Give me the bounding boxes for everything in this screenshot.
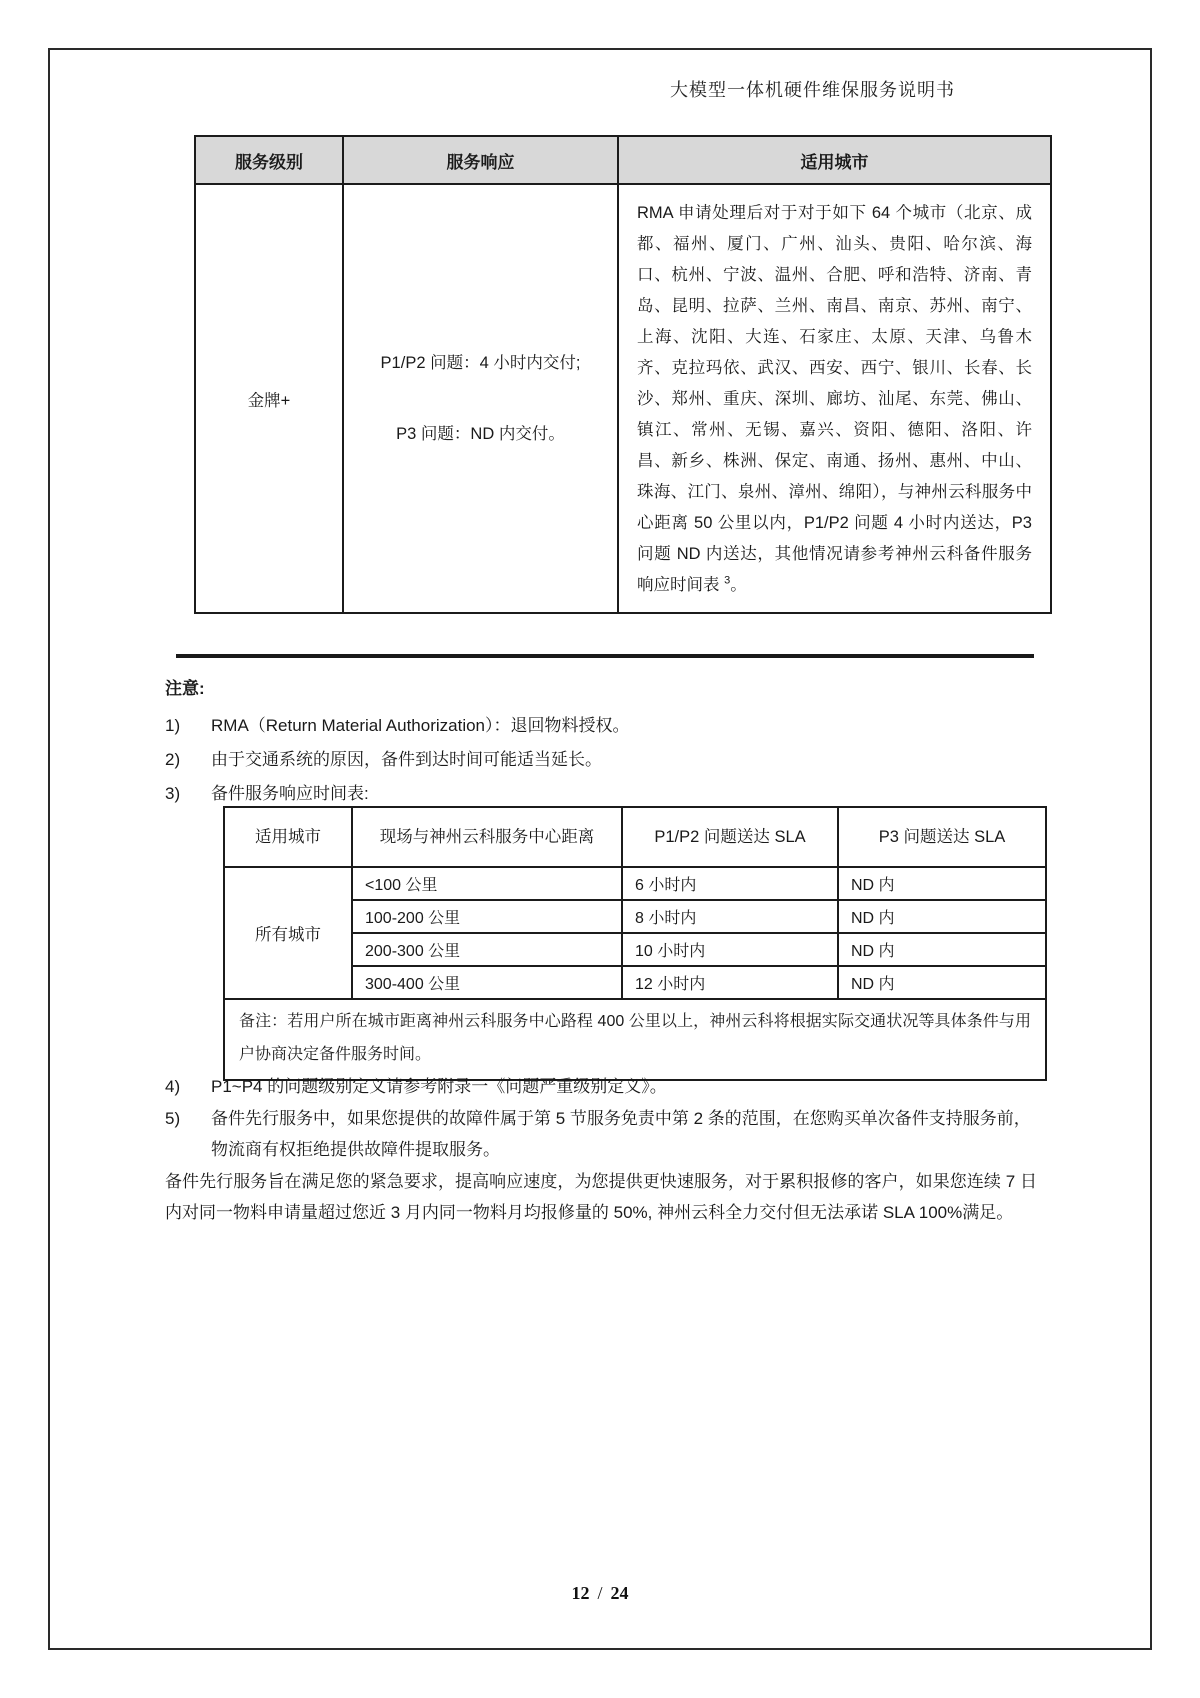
p3-sla-cell: ND 内: [838, 900, 1046, 933]
note-text: P1~P4 的问题级别定义请参考附录一《问题严重级别定义》。: [211, 1077, 667, 1096]
sla-p1p2-header: P1/P2 问题送达 SLA: [622, 807, 838, 867]
note-item-5: [165, 1103, 1043, 1165]
sla-table-header-row: [224, 807, 1046, 867]
cities-text: RMA 申请处理后对于对于如下 64 个城市（北京、成都、福州、厦门、广州、汕头、贵阳、哈尔滨、海口、杭州、宁波、温州、合肥、呼和浩特、济南、青岛、昆明、拉萨、兰州、南昌、南京、苏州、南宁、上海、沈阳、大连、石家庄、太原、天津、乌鲁木齐、克拉玛依、武汉、西安、西宁、银川、长春、长沙、郑州、重庆、深圳、廊坊、汕尾、东莞、佛山、镇江、常州、无锡、嘉兴、资阳、德阳、洛阳、许昌、新乡、株洲、保定、南通、扬州、惠州、中山、珠海、江门、泉州、漳州、绵阳），与神州云科服务中心距离 50 公里以内，P1/P2 问题 4 小时内送达，P3 问题 ND 内送达，其他情况请参考神州云科备件服务响应时间表: [637, 203, 1032, 594]
distance-cell: 300-400 公里: [352, 966, 622, 999]
notes-title: 注意:: [165, 679, 205, 698]
page-footer: [0, 1583, 1200, 1604]
distance-cell: 100-200 公里: [352, 900, 622, 933]
note-text: 由于交通系统的原因，备件到达时间可能适当延长。: [211, 750, 602, 769]
note-text: RMA（Return Material Authorization）：退回物料授权。: [211, 716, 630, 735]
cities-text-end: 。: [730, 575, 747, 594]
service-response-cell: [343, 184, 618, 613]
applicable-cities-header: 适用城市: [618, 136, 1051, 184]
p1p2-sla-cell: 12 小时内: [622, 966, 838, 999]
note-item-2: [165, 744, 1043, 775]
distance-cell: 200-300 公里: [352, 933, 622, 966]
remark-cell: 备注：若用户所在城市距离神州云科服务中心路程 400 公里以上，神州云科将根据实际交通状况等具体条件与用户协商决定备件服务时间。: [224, 999, 1046, 1080]
page-number: 12: [571, 1583, 590, 1603]
city-scope-cell: 所有城市: [224, 867, 352, 999]
page-separator: /: [597, 1583, 603, 1603]
response-line-p1p2: P1/P2 问题：4 小时内交付;: [380, 353, 581, 372]
p1p2-sla-cell: 10 小时内: [622, 933, 838, 966]
sla-city-header: 适用城市: [224, 807, 352, 867]
sla-p3-header: P3 问题送达 SLA: [838, 807, 1046, 867]
remark-row: [224, 999, 1046, 1080]
p1p2-sla-cell: 8 小时内: [622, 900, 838, 933]
note-number: 2): [165, 750, 181, 769]
sla-distance-header: 现场与神州云科服务中心距离: [352, 807, 622, 867]
note-number: 3): [165, 784, 181, 803]
p3-sla-cell: ND 内: [838, 933, 1046, 966]
note-number: 4): [165, 1077, 181, 1096]
service-table-header-row: [195, 136, 1051, 184]
service-response-header: 服务响应: [343, 136, 618, 184]
section-divider: [176, 654, 1034, 658]
p3-sla-cell: ND 内: [838, 867, 1046, 900]
applicable-cities-cell: [618, 184, 1051, 613]
p1p2-sla-cell: 6 小时内: [622, 867, 838, 900]
closing-paragraph: 备件先行服务旨在满足您的紧急要求，提高响应速度，为您提供更快速服务，对于累积报修的客户，如果您连续 7 日内对同一物料申请量超过您近 3 月内同一物料月均报修量的 50%, 神州云科全力交付但无法承诺 SLA 100%满足。: [165, 1172, 1037, 1222]
note-number: 1): [165, 716, 181, 735]
page-header-title: 大模型一体机硬件维保服务说明书: [670, 80, 955, 100]
footnote-ref: 3: [724, 574, 731, 586]
service-table-row: [195, 184, 1051, 613]
response-line-p3: P3 问题：ND 内交付。: [396, 424, 565, 443]
table-row: [224, 867, 1046, 900]
service-level-header: 服务级别: [195, 136, 343, 184]
p3-sla-cell: ND 内: [838, 966, 1046, 999]
note-text: 备件服务响应时间表:: [211, 784, 369, 803]
service-level-table: [194, 135, 1052, 614]
total-pages: 24: [610, 1583, 629, 1603]
distance-cell: <100 公里: [352, 867, 622, 900]
note-item-1: [165, 710, 1043, 741]
note-item-3: [165, 778, 1043, 809]
note-number: 5): [165, 1109, 181, 1128]
service-level-cell: 金牌+: [195, 184, 343, 613]
spare-parts-sla-table: [223, 806, 1047, 1081]
note-text: 备件先行服务中，如果您提供的故障件属于第 5 节服务免责中第 2 条的范围，在您购买单次备件支持服务前，物流商有权拒绝提供故障件提取服务。: [211, 1109, 1031, 1159]
note-item-4: [165, 1071, 1043, 1102]
